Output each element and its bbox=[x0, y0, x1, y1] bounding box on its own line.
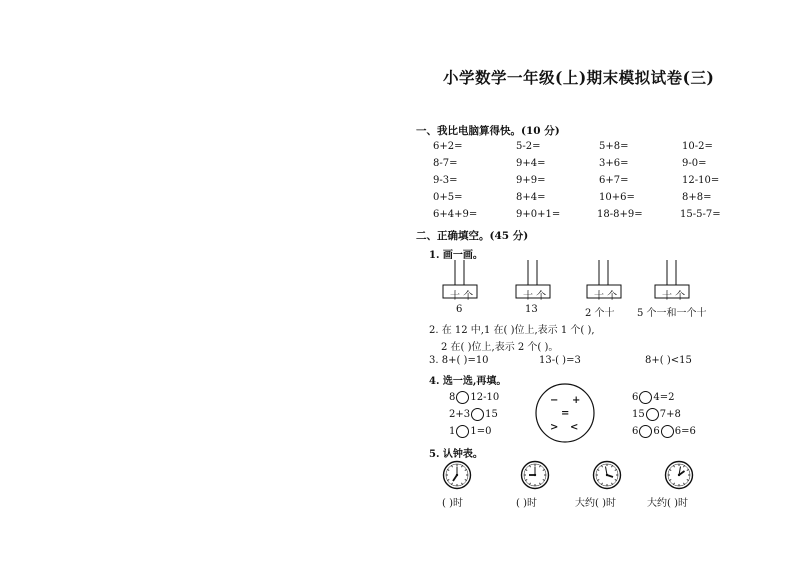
compare-item bbox=[449, 391, 499, 404]
compare-left: 2+3 bbox=[449, 409, 471, 420]
abacus-place-label: 十 个 bbox=[523, 291, 547, 302]
q2-line-2: 2 在( )位上,表示 2 个( )。 bbox=[441, 342, 559, 353]
compare-right: 6=6 bbox=[674, 426, 696, 437]
calc-item: 9-0= bbox=[682, 158, 707, 169]
abacus-caption: 5 个一和一个十 bbox=[637, 308, 707, 319]
clock-icon bbox=[442, 460, 472, 490]
calc-item: 6+7= bbox=[599, 175, 629, 186]
clock-answer: ( )时 bbox=[442, 498, 463, 509]
clock-icon bbox=[520, 460, 550, 490]
compare-item bbox=[632, 425, 696, 438]
compare-left: 6 bbox=[632, 426, 639, 437]
less-than-symbol[interactable]: < bbox=[570, 422, 579, 433]
compare-right: 4=2 bbox=[653, 392, 675, 403]
abacus-place-label: 十 个 bbox=[450, 291, 474, 302]
abacus-caption: 2 个十 bbox=[585, 308, 615, 319]
exam-title: 小学数学一年级(上)期末模拟试卷(三) bbox=[443, 68, 715, 87]
calc-item: 8+8= bbox=[682, 192, 712, 203]
clock-answer: ( )时 bbox=[516, 498, 537, 509]
answer-circle[interactable] bbox=[456, 391, 469, 404]
calc-item: 6+2= bbox=[433, 141, 463, 152]
answer-circle[interactable] bbox=[471, 408, 484, 421]
compare-right: 1=0 bbox=[470, 426, 492, 437]
compare-left: 8 bbox=[449, 392, 456, 403]
abacus-caption: 13 bbox=[525, 304, 538, 315]
compare-right: 15 bbox=[485, 409, 498, 420]
clock-answer: 大约( )时 bbox=[647, 498, 688, 509]
compare-left: 6 bbox=[632, 392, 639, 403]
compare-right: 12-10 bbox=[470, 392, 500, 403]
section-1-heading: 一、我比电脑算得快。(10 分) bbox=[416, 125, 560, 137]
calc-item: 9+0+1= bbox=[516, 209, 561, 220]
calc-item: 8-7= bbox=[433, 158, 458, 169]
answer-circle[interactable] bbox=[661, 425, 674, 438]
abacus-place-label: 十 个 bbox=[662, 291, 686, 302]
compare-left: 1 bbox=[449, 426, 456, 437]
abacus-place-label: 十 个 bbox=[594, 291, 618, 302]
calc-item: 15-5-7= bbox=[680, 209, 721, 220]
calc-item: 9+4= bbox=[516, 158, 546, 169]
answer-circle[interactable] bbox=[456, 425, 469, 438]
answer-circle[interactable] bbox=[646, 408, 659, 421]
compare-mid: 6 bbox=[653, 426, 660, 437]
calc-item: 5+8= bbox=[599, 141, 629, 152]
compare-item bbox=[632, 408, 681, 421]
calc-item: 18-8+9= bbox=[597, 209, 643, 220]
abacus-caption: 6 bbox=[456, 304, 463, 315]
calc-item: 12-10= bbox=[682, 175, 720, 186]
compare-item bbox=[632, 391, 674, 404]
q1-label: 1. 画一画。 bbox=[429, 250, 483, 261]
section-2-heading: 二、正确填空。(45 分) bbox=[416, 230, 529, 242]
plus-symbol[interactable]: + bbox=[572, 395, 581, 406]
q3-part: 13-( )=3 bbox=[539, 355, 581, 366]
calc-item: 10-2= bbox=[682, 141, 713, 152]
q3-part: 3. 8+( )=10 bbox=[429, 355, 489, 366]
clock-icon bbox=[664, 460, 694, 490]
q2-line-1: 2. 在 12 中,1 在( )位上,表示 1 个( ), bbox=[429, 325, 595, 336]
calc-item: 9+9= bbox=[516, 175, 546, 186]
q5-label: 5. 认钟表。 bbox=[429, 449, 483, 460]
calc-item: 10+6= bbox=[599, 192, 635, 203]
calc-item: 3+6= bbox=[599, 158, 629, 169]
compare-item bbox=[449, 408, 498, 421]
calc-item: 8+4= bbox=[516, 192, 546, 203]
calc-item: 5-2= bbox=[516, 141, 541, 152]
clock-icon bbox=[592, 460, 622, 490]
q3-part: 8+( )<15 bbox=[645, 355, 692, 366]
equals-symbol[interactable]: = bbox=[561, 408, 570, 419]
q4-label: 4. 选一选,再填。 bbox=[429, 376, 507, 387]
calc-item: 6+4+9= bbox=[433, 209, 478, 220]
answer-circle[interactable] bbox=[639, 425, 652, 438]
compare-left: 15 bbox=[632, 409, 645, 420]
clock-answer: 大约( )时 bbox=[575, 498, 616, 509]
greater-than-symbol[interactable]: > bbox=[550, 422, 559, 433]
calc-item: 9-3= bbox=[433, 175, 458, 186]
compare-right: 7+8 bbox=[659, 409, 681, 420]
answer-circle[interactable] bbox=[639, 391, 652, 404]
minus-symbol[interactable]: − bbox=[550, 395, 559, 406]
calc-item: 0+5= bbox=[433, 192, 463, 203]
compare-item bbox=[449, 425, 491, 438]
